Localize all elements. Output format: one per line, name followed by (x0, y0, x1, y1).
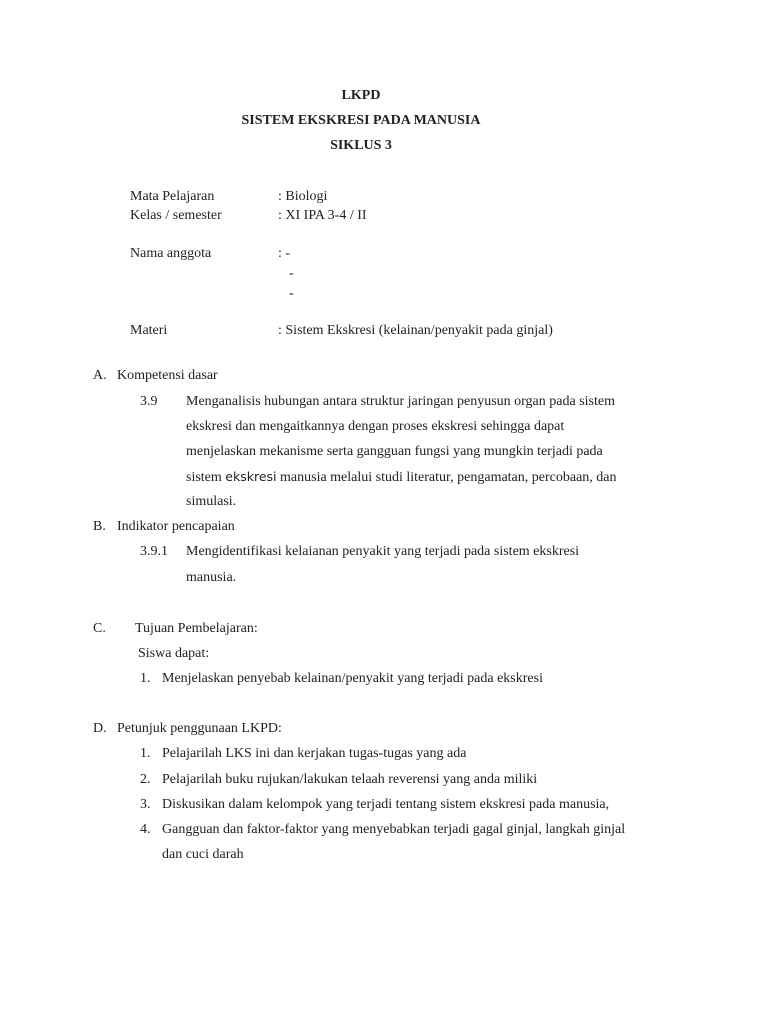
instruction-text: Pelajarilah LKS ini dan kerjakan tugas-tugas yang ada (162, 746, 467, 761)
indicator-number: 3.9.1 (140, 544, 168, 559)
section-a-letter: A. (93, 368, 107, 383)
material-value: : Sistem Ekskresi (kelainan/penyakit pada ginjal) (278, 323, 553, 338)
competency-line: menjelaskan mekanisme serta gangguan fungsi yang mungkin terjadi pada (186, 444, 603, 459)
competency-line-end: manusia melalui studi literatur, pengamatan, percobaan, dan (276, 470, 617, 485)
section-c-title: Tujuan Pembelajaran: (135, 621, 258, 636)
competency-line (186, 468, 617, 487)
members-label: Nama anggota (130, 246, 212, 261)
members-item: - (289, 286, 294, 301)
class-value: : XI IPA 3-4 / II (278, 208, 367, 223)
competency-keyword: ekskresi (225, 469, 277, 484)
instruction-number: 4. (140, 822, 151, 837)
indicator-line: manusia. (186, 570, 237, 585)
document-subtitle: SISTEM EKSKRESI PADA MANUSIA (241, 113, 481, 128)
section-a-title: Kompetensi dasar (117, 368, 218, 383)
members-first: : - (278, 246, 291, 261)
material-label: Materi (130, 323, 168, 338)
cycle-label: SIKLUS 3 (330, 138, 392, 153)
subject-label: Mata Pelajaran (130, 189, 215, 204)
objective-number: 1. (140, 671, 151, 686)
section-d-letter: D. (93, 721, 107, 736)
instruction-text: Gangguan dan faktor-faktor yang menyebabkan terjadi gagal ginjal, langkah ginjal (162, 822, 626, 837)
objective-text: Menjelaskan penyebab kelainan/penyakit yang terjadi pada ekskresi (162, 671, 543, 686)
instruction-number: 3. (140, 797, 151, 812)
instruction-number: 1. (140, 746, 151, 761)
section-c-letter: C. (93, 621, 106, 636)
class-label: Kelas / semester (130, 208, 222, 223)
subject-value: : Biologi (278, 189, 328, 204)
document-title: LKPD (341, 88, 381, 103)
instruction-text: Diskusikan dalam kelompok yang terjadi tentang sistem ekskresi pada manusia, (162, 797, 610, 812)
competency-line-start: sistem (186, 470, 226, 485)
section-b-letter: B. (93, 519, 106, 534)
section-b-title: Indikator pencapaian (117, 519, 235, 534)
competency-number: 3.9 (140, 394, 158, 409)
competency-line: ekskresi dan mengaitkannya dengan proses ekskresi sehingga dapat (186, 419, 565, 434)
section-d-title: Petunjuk penggunaan LKPD: (117, 721, 282, 736)
instruction-number: 2. (140, 772, 151, 787)
instruction-text: Pelajarilah buku rujukan/lakukan telaah reverensi yang anda miliki (162, 772, 538, 787)
members-item: - (289, 266, 294, 281)
competency-line: simulasi. (186, 494, 237, 509)
indicator-line: Mengidentifikasi kelaianan penyakit yang terjadi pada sistem ekskresi (186, 544, 580, 559)
objectives-intro: Siswa dapat: (138, 646, 210, 661)
competency-line: Menganalisis hubungan antara struktur jaringan penyusun organ pada sistem (186, 394, 615, 409)
instruction-text-continued: dan cuci darah (162, 847, 244, 862)
